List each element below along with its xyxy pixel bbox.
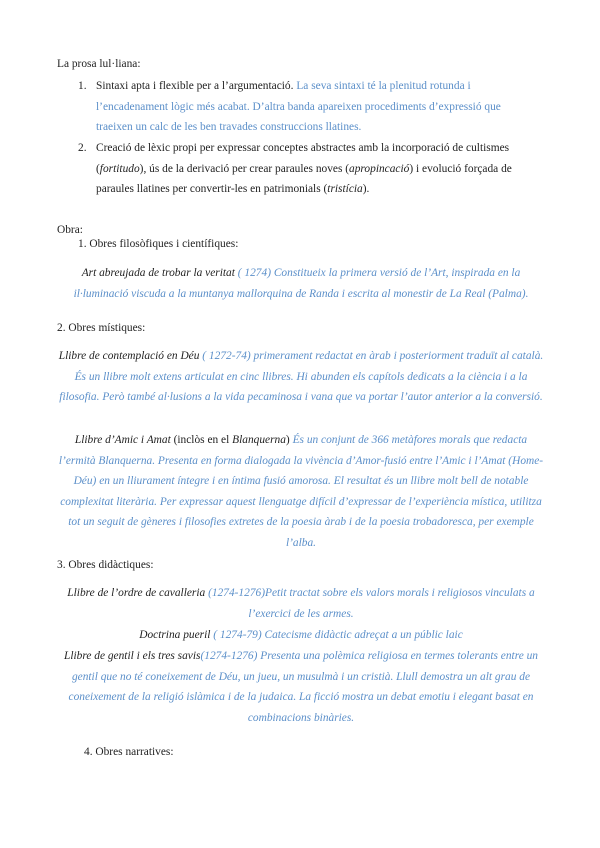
work-entry (57, 263, 545, 304)
work-description: És un conjunt de 366 metàfores morals que redacta l’ermità Blanquerna. Presenta en forma dialogada la vivència d’Amor-fusió entre l’Amic i l’Amat (Home- Déu) en un lliurament íntegre i en íntima fusió amorosa. El resultat és un llibre molt bell de notable complexitat literària. Per expressar aquest llenguatge difícil d’expressar de l’experiència mística, utilitza tot un seguit de gèneres i filosofies extretes de la poesia àrab i de la poesia trobadoresca, per exemple l’alba. (58, 434, 544, 549)
example-word: apropincació (349, 162, 410, 175)
work-entry (57, 346, 545, 408)
work-entry (57, 430, 545, 554)
work-note: (inclòs en el (170, 434, 233, 446)
work-title: Art abreujada de trobar la veritat (81, 267, 235, 279)
work-description: ( 1274-79) Catecisme didàctic adreçat a un públic laic (210, 629, 463, 641)
item-text: ), ús de la derivació per crear paraules noves ( (139, 162, 350, 175)
work-title: Doctrina pueril (139, 629, 211, 641)
section-heading-prosa: La prosa lul·liana: (57, 58, 141, 70)
subsection-heading: 1. Obres filosòfiques i científiques: (78, 238, 239, 250)
work-entry (57, 583, 545, 624)
work-note-title: Blanquerna (232, 434, 286, 446)
work-title: Llibre de gentil i els tres savis (63, 650, 201, 662)
work-description: ( 1272-74) primerament redactat en àrab i posteriorment traduït al català. És un llibre molt extens articulat en cinc llibres. Hi abunden els capítols dedicats a la ciència i a la filosofia. Però també al·lusions a la vida pecaminosa i vana que va portar l’autor anterior a la conversió. (59, 350, 544, 404)
item-text: ) i evolució forçada de paraules llatines per convertir-les en patrimonials ( (96, 162, 512, 196)
subsection-heading: 4. Obres narratives: (84, 746, 174, 758)
work-entry (57, 625, 545, 646)
item-text: Creació de lèxic propi per expressar conceptes abstractes amb la incorporació de cultismes ( (96, 142, 510, 175)
list-item-lexicon (96, 138, 544, 200)
example-word: fortitudo (99, 162, 140, 175)
list-number: 2. (78, 142, 87, 154)
work-description: (1274-1276) Presenta una polèmica religiosa en termes tolerants entre un gentil que no té coneixement de Déu, un jueu, un musulmà i un cristià. Llull demostra un alt grau de coneixement de la religió islàmica i de la judaica. La ficció mostra un debat emotiu i elegant basat en combinacions binàries. (68, 650, 538, 724)
work-description: ( 1274) Constitueix la primera versió de l’Art, inspirada en la il·luminació viscuda a la muntanya mallorquina de Randa i escrita al monestir de La Real (Palma). (73, 267, 529, 300)
work-title: Llibre de l’ordre de cavalleria (67, 587, 206, 599)
example-word: tristícia (327, 183, 363, 196)
item-description: La seva sintaxi té la plenitud rotunda i l’encadenament lògic més acabat. D’altra banda apareixen procediments d’expressió que traeixen un calc de les ben travades construccions llatines. (96, 80, 501, 134)
list-item-syntax (96, 76, 532, 138)
work-description: (1274-1276)Petit tractat sobre els valors morals i religiosos vinculats a l’exercici de les armes. (205, 587, 535, 620)
subsection-heading: 2. Obres místiques: (57, 322, 146, 334)
list-number: 1. (78, 80, 87, 92)
work-title: Llibre de contemplació en Déu (58, 350, 200, 362)
subsection-heading: 3. Obres didàctiques: (57, 559, 154, 571)
work-entry (57, 646, 545, 728)
section-heading-obra: Obra: (57, 224, 83, 236)
item-text: ). (362, 183, 370, 196)
item-label: Sintaxi apta i flexible per a l’argumentació. (96, 80, 294, 92)
work-title: Llibre d’Amic i Amat (74, 434, 171, 446)
work-note: ) (285, 434, 293, 446)
